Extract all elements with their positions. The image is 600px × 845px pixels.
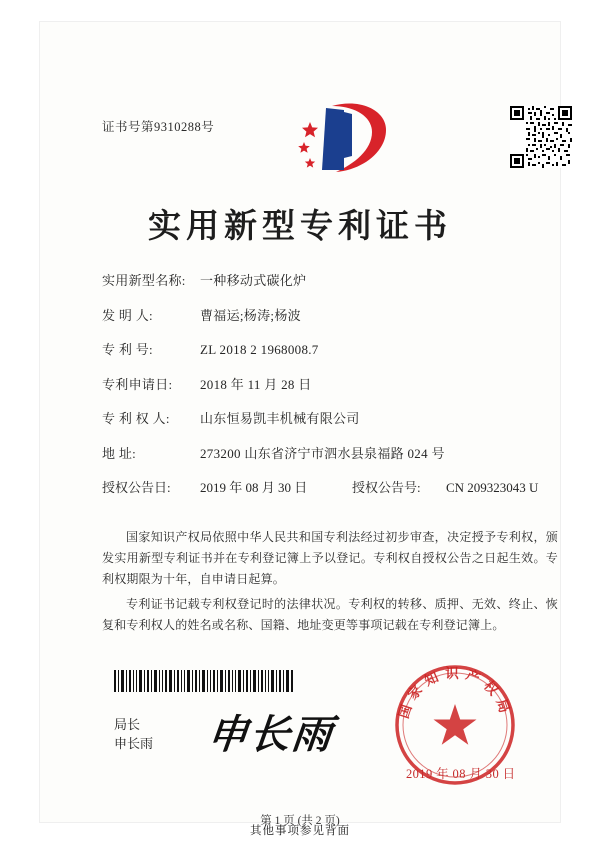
- grant-number-label: 授权公告号:: [352, 480, 421, 495]
- field-value: 273200 山东省济宁市泗水县泉福路 024 号: [200, 445, 445, 461]
- paragraph-1: 国家知识产权局依照中华人民共和国专利法经过初步审查，决定授予专利权，颁发实用新型专利证书并在专利登记簿上予以登记。专利权自授权公告之日起生效。专利权期限为十年，自申请日起算。: [102, 530, 558, 586]
- field-label: 专 利 权 人:: [102, 411, 170, 426]
- field-label: 发 明 人:: [102, 307, 153, 323]
- field-list: [102, 270, 572, 512]
- grant-date-value: 2019 年 08 月 30 日: [200, 480, 308, 495]
- field-value: 2018 年 11 月 28 日: [200, 376, 312, 392]
- page-title: 实用新型专利证书: [148, 206, 452, 245]
- barcode: [114, 670, 294, 692]
- field-row-application-date: [102, 374, 572, 393]
- page-number: 第 1 页 (共 2 页): [260, 815, 340, 827]
- seal-date: 2019 年 08 月 30 日: [406, 767, 516, 781]
- field-label: 地 址:: [102, 445, 137, 461]
- field-row-inventors: [102, 305, 572, 324]
- legal-text: [102, 527, 558, 640]
- svg-text:国家知识产权局: 国家知识产权局: [395, 666, 515, 721]
- field-label: 专利申请日:: [102, 376, 173, 392]
- backside-note: 其他事项参见背面: [250, 825, 350, 837]
- grant-date-label: 授权公告日:: [102, 480, 171, 495]
- field-row-address: [102, 443, 572, 462]
- field-value: 一种移动式碳化炉: [200, 273, 307, 288]
- field-label: 实用新型名称:: [102, 273, 186, 288]
- paragraph-2: 专利证书记载专利权登记时的法律状况。专利权的转移、质押、无效、终止、恢复和专利权人的姓名或名称、国籍、地址变更等事项记载在专利登记簿上。: [102, 597, 558, 632]
- grant-number-value: CN 209323043 U: [446, 480, 539, 495]
- certificate-sheet: [40, 22, 560, 827]
- qr-code-icon: [510, 106, 572, 168]
- field-value: 曹福运;杨涛;杨波: [200, 307, 301, 323]
- director-handwritten-signature: 申长雨: [205, 711, 337, 758]
- field-value: ZL 2018 2 1968008.7: [200, 342, 319, 357]
- field-row-patent-number: [102, 339, 572, 358]
- field-value: 山东恒易凯丰机械有限公司: [200, 411, 360, 426]
- signature-block: [114, 715, 153, 753]
- director-name-label: 申长雨: [114, 736, 154, 751]
- certificate-number: 证书号第9310288号: [102, 120, 215, 134]
- field-row-patentee: [102, 408, 572, 427]
- director-role-label: 局长: [114, 717, 141, 732]
- field-label: 专 利 号:: [102, 342, 153, 357]
- cnipa-logo-icon: [292, 100, 388, 178]
- field-row-grant-info: [102, 477, 572, 496]
- field-row-utility-model-name: [102, 270, 572, 289]
